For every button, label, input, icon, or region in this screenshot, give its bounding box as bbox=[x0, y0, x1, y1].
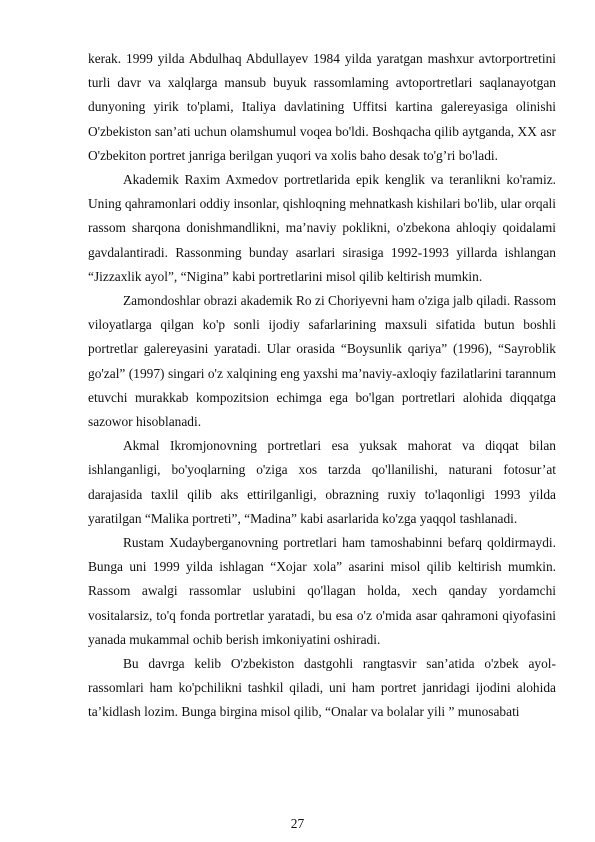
paragraph-5: Rustam Xudayberganovning portretlari ham tamoshabinni befarq qoldirmaydi. Bunga uni 1999 yilda ishlagan “Xojar xola” asarini misol qilib keltirish mumkin. Rassom awalgi rassomlar uslubini qo'llagan holda, xech qanday yordamchi vositalarsiz, to'q fonda portretlar yaratadi, bu esa o'z o'mida asar qahramoni qiyofasini yanada mukammal ochib berish imkoniyatini oshiradi. bbox=[88, 535, 556, 647]
paragraph-4: Akmal Ikromjonovning portretlari esa yuksak mahorat va diqqat bilan ishlanganligi, bo'yoqlarning o'ziga xos tarzda qo'llanilishi, naturani fotosur’at darajasida taxlil qilib aks ettirilganligi, obrazning ruxiy to'laqonligi 1993 yilda yaratilgan “Malika portreti”, “Madina” kabi asarlarida ko'zga yaqqol tashlanadi. bbox=[88, 438, 556, 526]
page-body bbox=[88, 47, 556, 725]
paragraph-1: kerak. 1999 yilda Abdulhaq Abdullayev 1984 yilda yaratgan mashxur avtorportretini turli davr va xalqlarga mansub buyuk rassomlaming avtoportretlari saqlanayotgan dunyoning yirik to'plami, Italiya davlatining Uffitsi kartina galereyasiga olinishi O'zbekiston san’ati uchun olamshumul voqea bo'ldi. Boshqacha qilib aytganda, XX asr O'zbekiton portret janriga berilgan yuqori va xolis baho desak to'g’ri bo'ladi. bbox=[88, 51, 556, 163]
page-number: 27 bbox=[290, 816, 305, 831]
paragraph-3: Zamondoshlar obrazi akademik Ro zi Choriyevni ham o'ziga jalb qiladi. Rassom viloyatlarga qilgan ko'p sonli ijodiy safarlarining maxsuli sifatida butun boshli portretlar galereyasini yaratadi. Ular orasida “Boysunlik qariya” (1996), “Sayroblik go'zal” (1997) singari o'z xalqining eng yaxshi ma’naviy-axloqiy fazilatlarini tarannum etuvchi murakkab kompozitsion echimga ega bo'lgan portretlari alohida diqqatga sazowor hisoblanadi. bbox=[88, 293, 556, 430]
paragraph-6: Bu davrga kelib O'zbekiston dastgohli rangtasvir san’atida o'zbek ayol-rassomlari ham ko'pchilikni tashkil qiladi, uni ham portret janridagi ijodini alohida ta’kidlash lozim. Bunga birgina misol qilib, “Onalar va bolalar yili ” munosabati bbox=[88, 656, 556, 720]
paragraph-2: Akademik Raxim Axmedov portretlarida epik kenglik va teranlikni ko'ramiz. Uning qahramonlari oddiy insonlar, qishloqning mehnatkash kishilari bo'lib, ular orqali rassom sharqona donishmandlikni, ma’naviy poklikni, o'zbekona ahloqiy qoidalami gavdalantiradi. Rassonming bunday asarlari sirasiga 1992-1993 yillarda ishlangan “Jizzaxlik ayol”, “Nigina” kabi portretlarini misol qilib keltirish mumkin. bbox=[88, 172, 556, 284]
